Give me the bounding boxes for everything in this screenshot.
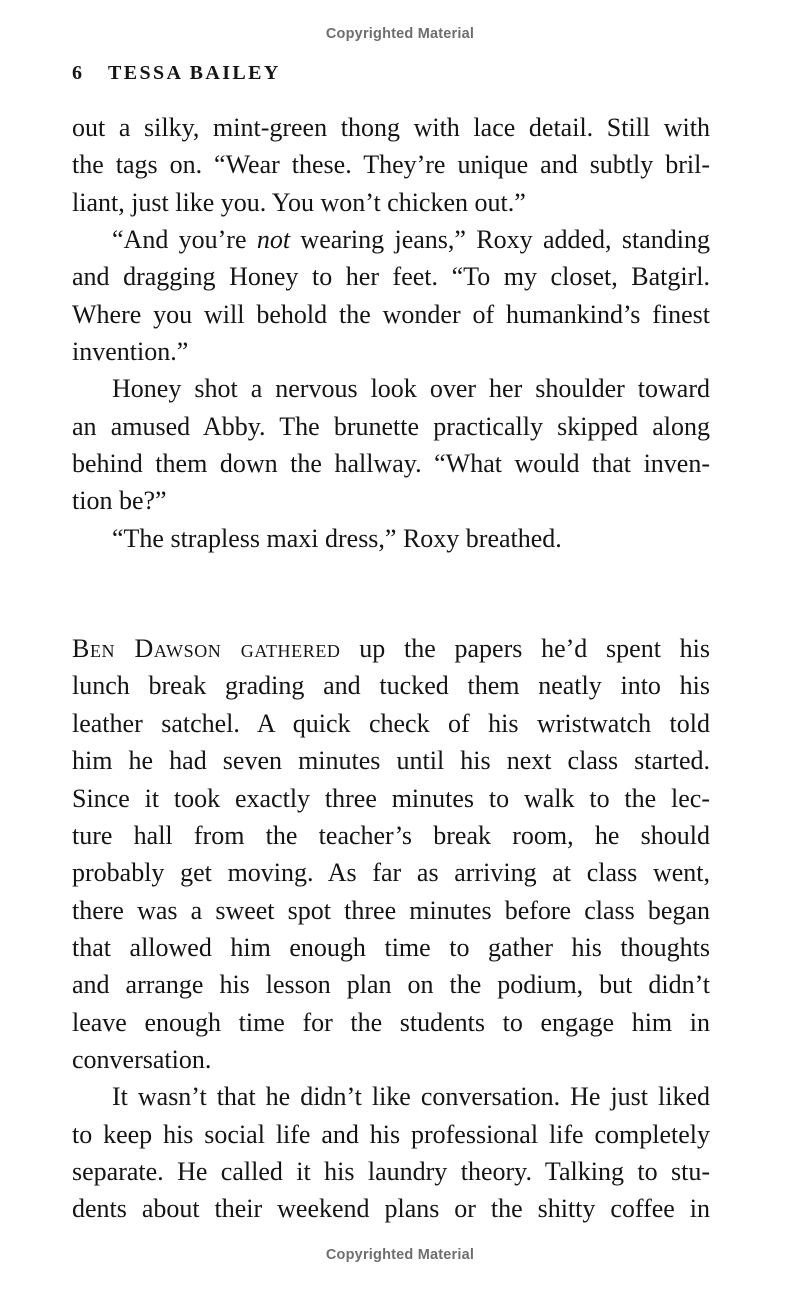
text-line (72, 966, 710, 1003)
text-line (72, 482, 710, 519)
text-line (72, 1190, 710, 1227)
text-segment: up the papers he’d spent his (340, 634, 710, 664)
text-line (72, 1116, 710, 1153)
text-segment: leave enough time for the students to engage him in (72, 1007, 710, 1037)
text-segment: Honey shot a nervous look over her shoulder toward (112, 374, 710, 404)
smallcaps-text: Ben Dawson gathered (72, 634, 341, 664)
text-segment: the tags on. “Wear these. They’re unique and subtly bril- (72, 150, 710, 180)
text-segment: tion be?” (72, 486, 167, 516)
text-block (72, 109, 710, 1228)
paragraph (72, 1078, 710, 1227)
text-line (72, 1078, 710, 1115)
text-segment: him he had seven minutes until his next class started. (72, 746, 710, 776)
copyright-notice-top: Copyrighted Material (325, 26, 475, 42)
text-line (72, 1153, 710, 1190)
text-line (72, 109, 710, 146)
running-title: TESSA BAILEY (108, 62, 281, 84)
text-segment: conversation. (72, 1044, 212, 1074)
text-line (72, 667, 710, 704)
running-header (72, 62, 281, 85)
text-segment: “And you’re (112, 225, 257, 255)
text-line (72, 854, 710, 891)
text-line (72, 520, 710, 557)
text-line (72, 296, 710, 333)
text-line (72, 370, 710, 407)
paragraph (72, 520, 710, 557)
text-line (72, 184, 710, 221)
text-line (72, 817, 710, 854)
text-segment: It wasn’t that he didn’t like conversation. He just liked (112, 1082, 710, 1112)
text-line (72, 1004, 710, 1041)
text-line (72, 892, 710, 929)
text-segment: probably get moving. As far as arriving at class went, (72, 858, 710, 888)
text-segment: ture hall from the teacher’s break room, he should (72, 820, 710, 850)
text-segment: and arrange his lesson plan on the podium, but didn’t (72, 970, 710, 1000)
text-line (72, 705, 710, 742)
paragraph (72, 630, 710, 1078)
text-segment: leather satchel. A quick check of his wristwatch told (72, 708, 710, 738)
paragraph (72, 221, 710, 370)
text-segment: out a silky, mint-green thong with lace detail. Still with (72, 113, 710, 142)
text-segment: to keep his social life and his professional life completely (72, 1119, 710, 1149)
text-line (72, 929, 710, 966)
text-line (72, 780, 710, 817)
page-number: 6 (72, 62, 82, 84)
text-segment: that allowed him enough time to gather his thoughts (72, 932, 710, 962)
text-segment: Where you will behold the wonder of humankind’s finest (72, 299, 710, 329)
text-line (72, 445, 710, 482)
text-line (72, 742, 710, 779)
paragraph (72, 370, 710, 519)
text-line (72, 1041, 710, 1078)
text-segment: separate. He called it his laundry theory. Talking to stu- (72, 1156, 710, 1186)
text-segment: and dragging Honey to her feet. “To my closet, Batgirl. (72, 262, 710, 292)
text-segment: wearing jeans,” Roxy added, standing (290, 225, 710, 255)
text-segment: behind them down the hallway. “What would that inven- (72, 449, 710, 479)
text-segment: there was a sweet spot three minutes before class began (72, 895, 710, 925)
text-line (72, 221, 710, 258)
text-segment: Since it took exactly three minutes to walk to the lec- (72, 783, 710, 813)
text-line (72, 333, 710, 370)
text-segment: “The strapless maxi dress,” Roxy breathed. (112, 523, 562, 553)
text-line (72, 258, 710, 295)
text-segment: invention.” (72, 337, 189, 367)
paragraph (72, 109, 710, 221)
text-segment: an amused Abby. The brunette practically skipped along (72, 411, 710, 441)
copyright-notice-bottom: Copyrighted Material (325, 1247, 475, 1263)
text-line (72, 408, 710, 445)
text-line (72, 146, 710, 183)
text-segment: liant, just like you. You won’t chicken out.” (72, 187, 526, 217)
italic-text: not (256, 225, 291, 255)
text-line (72, 630, 710, 667)
text-segment: lunch break grading and tucked them neatly into his (72, 671, 710, 701)
text-segment: dents about their weekend plans or the shitty coffee in (72, 1194, 710, 1224)
